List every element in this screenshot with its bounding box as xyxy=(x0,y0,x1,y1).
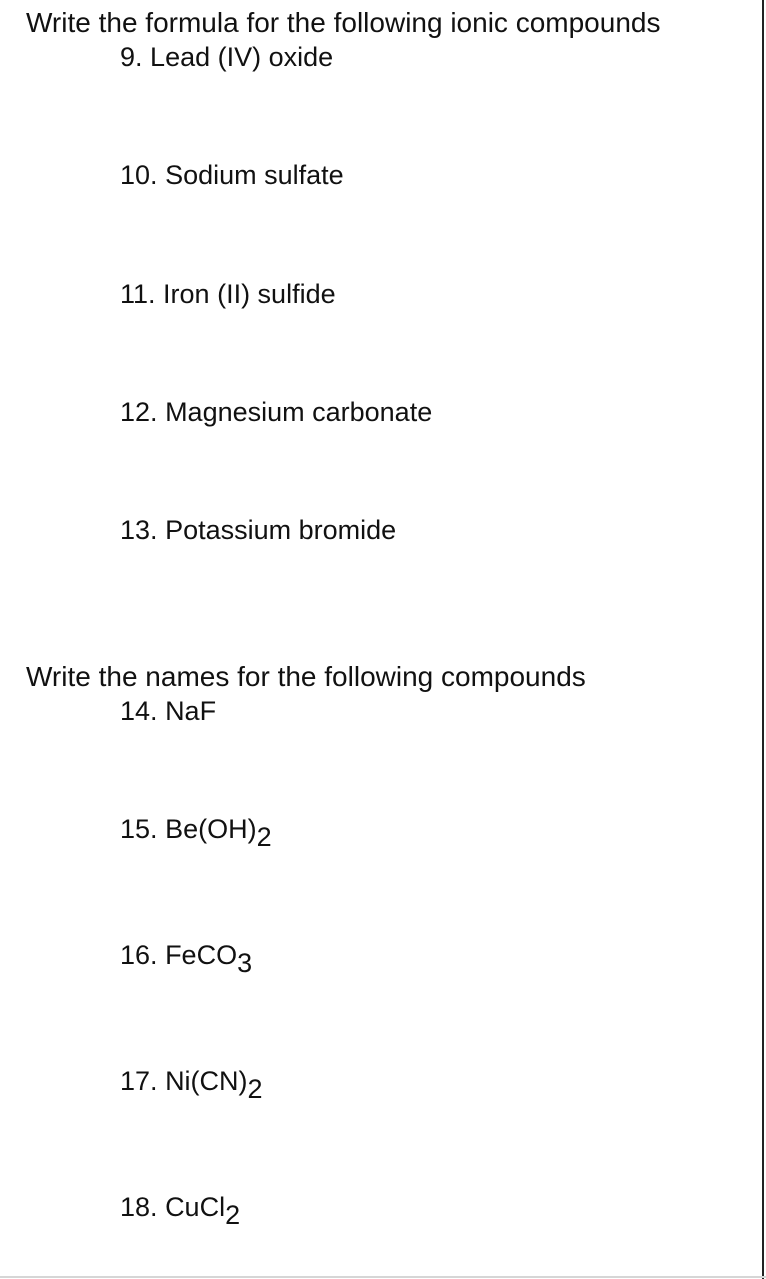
question-number: 14. xyxy=(120,696,158,726)
question-14 xyxy=(120,694,216,728)
section-heading-formulas: Write the formula for the following ionic compounds xyxy=(26,7,661,38)
question-text: Sodium sulfate xyxy=(165,160,344,190)
question-9 xyxy=(120,40,333,74)
question-11 xyxy=(120,277,336,311)
question-number: 15. xyxy=(120,814,158,844)
question-text: Be(OH) xyxy=(165,814,257,844)
question-number: 16. xyxy=(120,940,158,970)
question-text: CuCl xyxy=(165,1192,226,1222)
question-number: 11. xyxy=(120,279,156,309)
question-12 xyxy=(120,395,432,429)
question-number: 17. xyxy=(120,1066,158,1096)
question-number: 9. xyxy=(120,42,143,72)
subscript: 3 xyxy=(237,948,253,978)
question-13 xyxy=(120,513,396,547)
question-number: 10. xyxy=(120,160,158,190)
question-text: Ni(CN) xyxy=(165,1066,248,1096)
question-number: 13. xyxy=(120,515,158,545)
subscript: 2 xyxy=(247,1074,263,1104)
question-17 xyxy=(120,1064,263,1104)
question-18 xyxy=(120,1190,241,1230)
question-number: 12. xyxy=(120,397,158,427)
question-text: Potassium bromide xyxy=(165,515,397,545)
page-right-border xyxy=(762,0,764,1279)
section-heading-names: Write the names for the following compounds xyxy=(26,661,586,692)
question-text: Lead (IV) oxide xyxy=(150,42,334,72)
question-text: FeCO xyxy=(165,940,238,970)
question-text: Iron (II) sulfide xyxy=(163,279,336,309)
question-16 xyxy=(120,938,253,978)
subscript: 2 xyxy=(256,822,272,852)
question-text: NaF xyxy=(165,696,217,726)
question-text: Magnesium carbonate xyxy=(165,397,433,427)
question-15 xyxy=(120,812,272,852)
question-10 xyxy=(120,158,344,192)
question-number: 18. xyxy=(120,1192,158,1222)
page-bottom-border xyxy=(0,1276,766,1278)
subscript: 2 xyxy=(225,1200,241,1230)
